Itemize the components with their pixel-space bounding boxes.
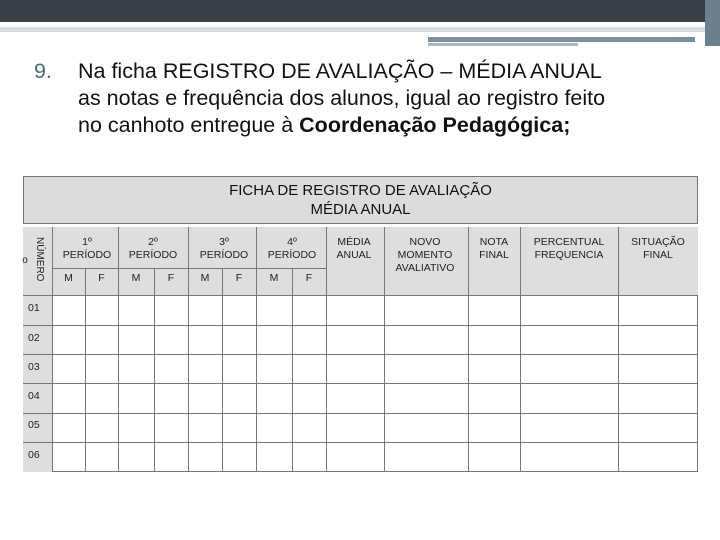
novo-momento-header: NOVO MOMENTO AVALIATIVO [395, 236, 455, 274]
sheet-title-line-2: MÉDIA ANUAL [310, 201, 411, 218]
row-divider [23, 354, 698, 355]
period-3-header: 3º PERÍODO [199, 236, 249, 261]
numero-suffix: o [22, 255, 28, 266]
row-label-01: 01 [28, 302, 40, 314]
sheet-title-line-1: FICHA DE REGISTRO DE AVALIAÇÃO [229, 182, 492, 199]
row-label-04: 04 [28, 390, 40, 402]
header-stripe-thin [428, 43, 578, 46]
header-divider [23, 295, 698, 296]
column-divider [520, 227, 521, 472]
subcolumn-divider [154, 268, 155, 472]
period-1-header: 1º PERÍODO [62, 236, 112, 261]
subcolumn-divider [222, 268, 223, 472]
header-band [0, 0, 705, 22]
item-line-3: no canhoto entregue à Coordenação Pedagógica; [78, 113, 571, 137]
period-1-m-label: M [64, 272, 73, 284]
column-divider [188, 227, 189, 472]
period-4-m-label: M [269, 272, 279, 284]
period-subheader-divider [52, 268, 326, 269]
period-4-f-label: F [305, 272, 313, 284]
item-text [78, 58, 688, 139]
situacao-final-header: SITUAÇÃO FINAL [631, 236, 685, 261]
row-divider [23, 383, 698, 384]
item-number: 9. [34, 59, 52, 83]
row-divider [23, 325, 698, 326]
row-divider [23, 413, 698, 414]
period-3-f-label: F [235, 272, 243, 284]
period-2-f-label: F [167, 272, 175, 284]
row-divider [23, 442, 698, 443]
period-1-f-label: F [98, 272, 105, 284]
header-band-accent [705, 0, 720, 46]
column-divider [256, 227, 257, 472]
header-stripe [0, 27, 705, 32]
column-divider [468, 227, 469, 472]
period-4-header: 4º PERÍODO [267, 236, 317, 261]
column-divider [618, 227, 619, 472]
item-line-1: Na ficha REGISTRO DE AVALIAÇÃO – MÉDIA ANUAL [78, 59, 602, 83]
row-label-03: 03 [28, 361, 40, 373]
row-label-02: 02 [28, 332, 40, 344]
percentual-frequencia-header: PERCENTUAL FREQUENCIA [533, 236, 605, 261]
sheet-title [23, 176, 698, 224]
media-anual-header: MÉDIA ANUAL [336, 236, 372, 261]
column-divider [52, 227, 53, 472]
period-3-m-label: M [200, 272, 210, 284]
column-divider [326, 227, 327, 472]
subcolumn-divider [292, 268, 293, 472]
row-label-06: 06 [28, 449, 40, 461]
column-divider [118, 227, 119, 472]
nota-final-header: NOTA FINAL [479, 236, 509, 261]
subcolumn-divider [85, 268, 86, 472]
item-line-2: as notas e frequência dos alunos, igual ao registro feito [78, 86, 606, 110]
item-bold-text: Coordenação Pedagógica; [299, 113, 571, 137]
period-2-m-label: M [131, 272, 141, 284]
numero-header: NÚMERO [34, 237, 45, 282]
period-2-header: 2º PERÍODO [128, 236, 178, 261]
row-label-05: 05 [28, 419, 40, 431]
header-stripe-accent [428, 37, 695, 42]
